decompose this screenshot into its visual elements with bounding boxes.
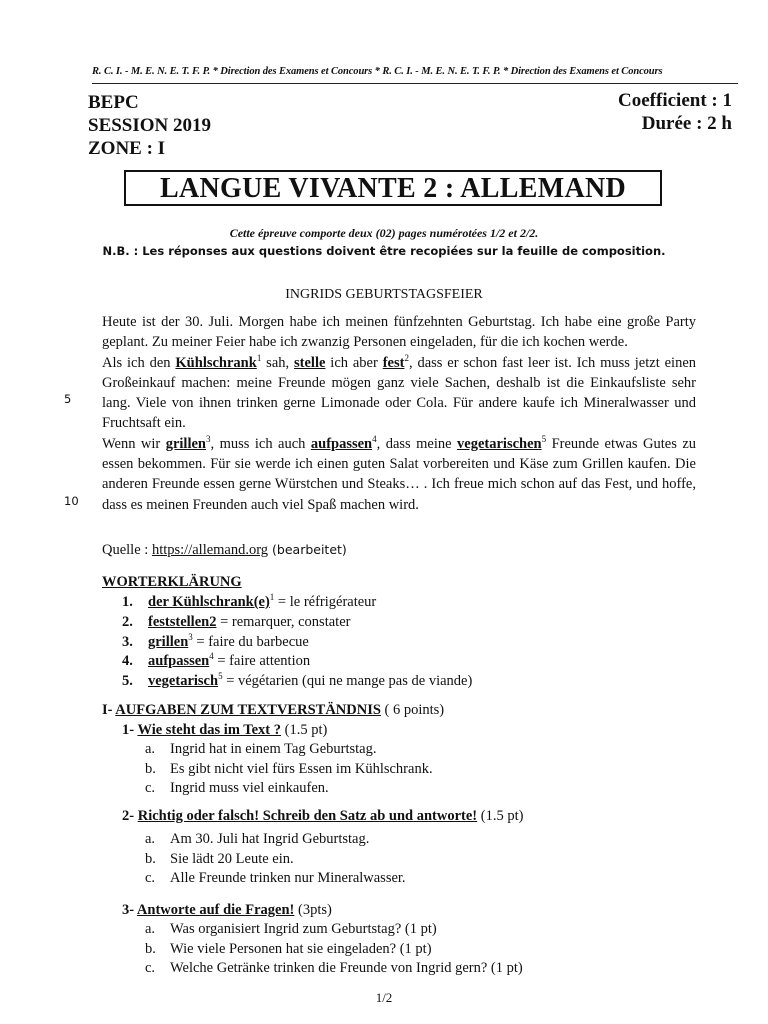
duration: Durée : 2 h <box>641 113 732 134</box>
exam-name: BEPC <box>88 92 139 113</box>
paragraph-2: Als ich den Kühlschrank$^1$ sah, stelle ich aber fest$^2$, dass er schon fast leer ist. Ich muss jetzt einen Großeinkauf machen: meine Freunde mögen ganz viele Sachen, deshalb ist die Einkaufsliste sehr lang. Viele von ihnen trinken gerne Limonade oder Cola. Für andere kaufe ich Mineralwasser und Fruchtsaft ein. <box>102 352 696 432</box>
coefficient: Coefficient : 1 <box>618 90 732 111</box>
word-kuehlschrank: Kühlschrank <box>175 354 257 371</box>
word-vegetarischen: vegetarischen <box>457 435 542 452</box>
header-divider <box>92 83 738 84</box>
zone: ZONE : I <box>88 138 166 159</box>
glossary-item: 1. der $Kühlschrank(e)^1$ = le réfrigérateur <box>122 592 377 610</box>
line-number-10: 10 <box>64 494 79 508</box>
list-item: a. Was organisiert Ingrid zum Geburtstag? (1 pt) <box>145 921 437 937</box>
list-item: b. Es gibt nicht viel fürs Essen im Kühlschrank. <box>145 760 433 777</box>
text-title: INGRIDS GEBURTSTAGSFEIER <box>285 287 483 302</box>
nb-note: N.B. : Les réponses aux questions doivent être recopiées sur la feuille de composition. <box>102 244 666 258</box>
glossary-item: 5. vegetarisch$^5$ = végétarien (qui ne mange pas de viande) <box>122 671 473 690</box>
pages-note: Cette épreuve comporte deux (02) pages numérotées 1/2 et 2/2. <box>229 226 539 240</box>
paragraph-3: Wenn wir grillen$^3$, muss ich auch aufpassen$^4$, dass meine vegetarischen$^5$ Freunde etwas Gutes zu essen bekommen. Für sie werde ich einen guten Salat vorbereiten und Käse zum Grillen kaufen. Die anderen Freunde essen gerne Würstchen und Steaks… . Ich freue mich schon auf das Fest, und hoffe, dass es meinen Freunden auch viel Spaß machen wird. <box>102 433 696 513</box>
list-item: a. Ingrid hat in einem Tag Geburtstag. <box>145 741 377 757</box>
list-item: c. Alle Freunde trinken nur Mineralwasser. <box>145 870 406 886</box>
page-number: 1/2 <box>375 990 393 1005</box>
list-item: a. Am 30. Juli hat Ingrid Geburtstag. <box>145 831 370 847</box>
source: Quelle : https://allemand.org (bearbeitet) <box>102 542 347 558</box>
question-2-items <box>145 830 406 889</box>
question-2-heading: 2- Richtig oder falsch! Schreib den Satz ab und antworte! (1.5 pt) <box>122 808 524 824</box>
list-item: c. Welche Getränke trinken die Freunde von Ingrid gern? (1 pt) <box>145 960 523 976</box>
subject-title-box <box>124 170 662 206</box>
paragraph-1: Heute ist der 30. Juli. Morgen habe ich meinen fünfzehnten Geburtstag. Ich habe eine große Party geplant. Zu meiner Feier habe ich zwanzig Personen eingeladen, für die ich kochen werde. <box>102 314 696 351</box>
word-grillen: grillen <box>165 435 206 452</box>
subject-title: LANGUE VIVANTE 2 : ALLEMAND <box>159 173 627 204</box>
session: SESSION 2019 <box>88 115 212 136</box>
header-line: R. C. I. - M. E. N. E. T. F. P. * Direction des Examens et Concours * R. C. I. - M. E. N. E. T. F. P. * Direction des Examens et Concours <box>92 66 663 77</box>
question-1-heading: 1- Wie steht das im Text ? (1.5 pt) <box>122 722 328 738</box>
glossary-item: 3. grillen$^3$ = faire du barbecue <box>122 631 309 650</box>
glossary-item: 4. aufpassen$^4$ = faire attention <box>122 651 311 670</box>
list-item: b. Wie viele Personen hat sie eingeladen? (1 pt) <box>145 940 432 957</box>
line-number-5: 5 <box>64 392 72 406</box>
question-3-items <box>145 920 523 979</box>
glossary-item: 2. feststellen2 = remarquer, constater <box>122 613 351 630</box>
source-link[interactable]: https://allemand.org <box>151 542 269 558</box>
question-3-heading: 3- Antworte auf die Fragen! (3pts) <box>122 902 332 918</box>
question-1-items <box>145 740 433 799</box>
glossary-title: WORTERKLÄRUNG <box>102 574 242 590</box>
word-aufpassen: aufpassen <box>310 435 373 452</box>
word-stelle: stelle <box>294 354 326 371</box>
list-item: c. Ingrid muss viel einkaufen. <box>145 780 329 796</box>
glossary-list <box>122 593 472 692</box>
section-1-heading: I- AUFGABEN ZUM TEXTVERSTÄNDNIS ( 6 points) <box>102 702 445 718</box>
reading-text <box>102 312 696 515</box>
word-fest: fest <box>382 354 405 371</box>
list-item: b. Sie lädt 20 Leute ein. <box>145 850 294 867</box>
